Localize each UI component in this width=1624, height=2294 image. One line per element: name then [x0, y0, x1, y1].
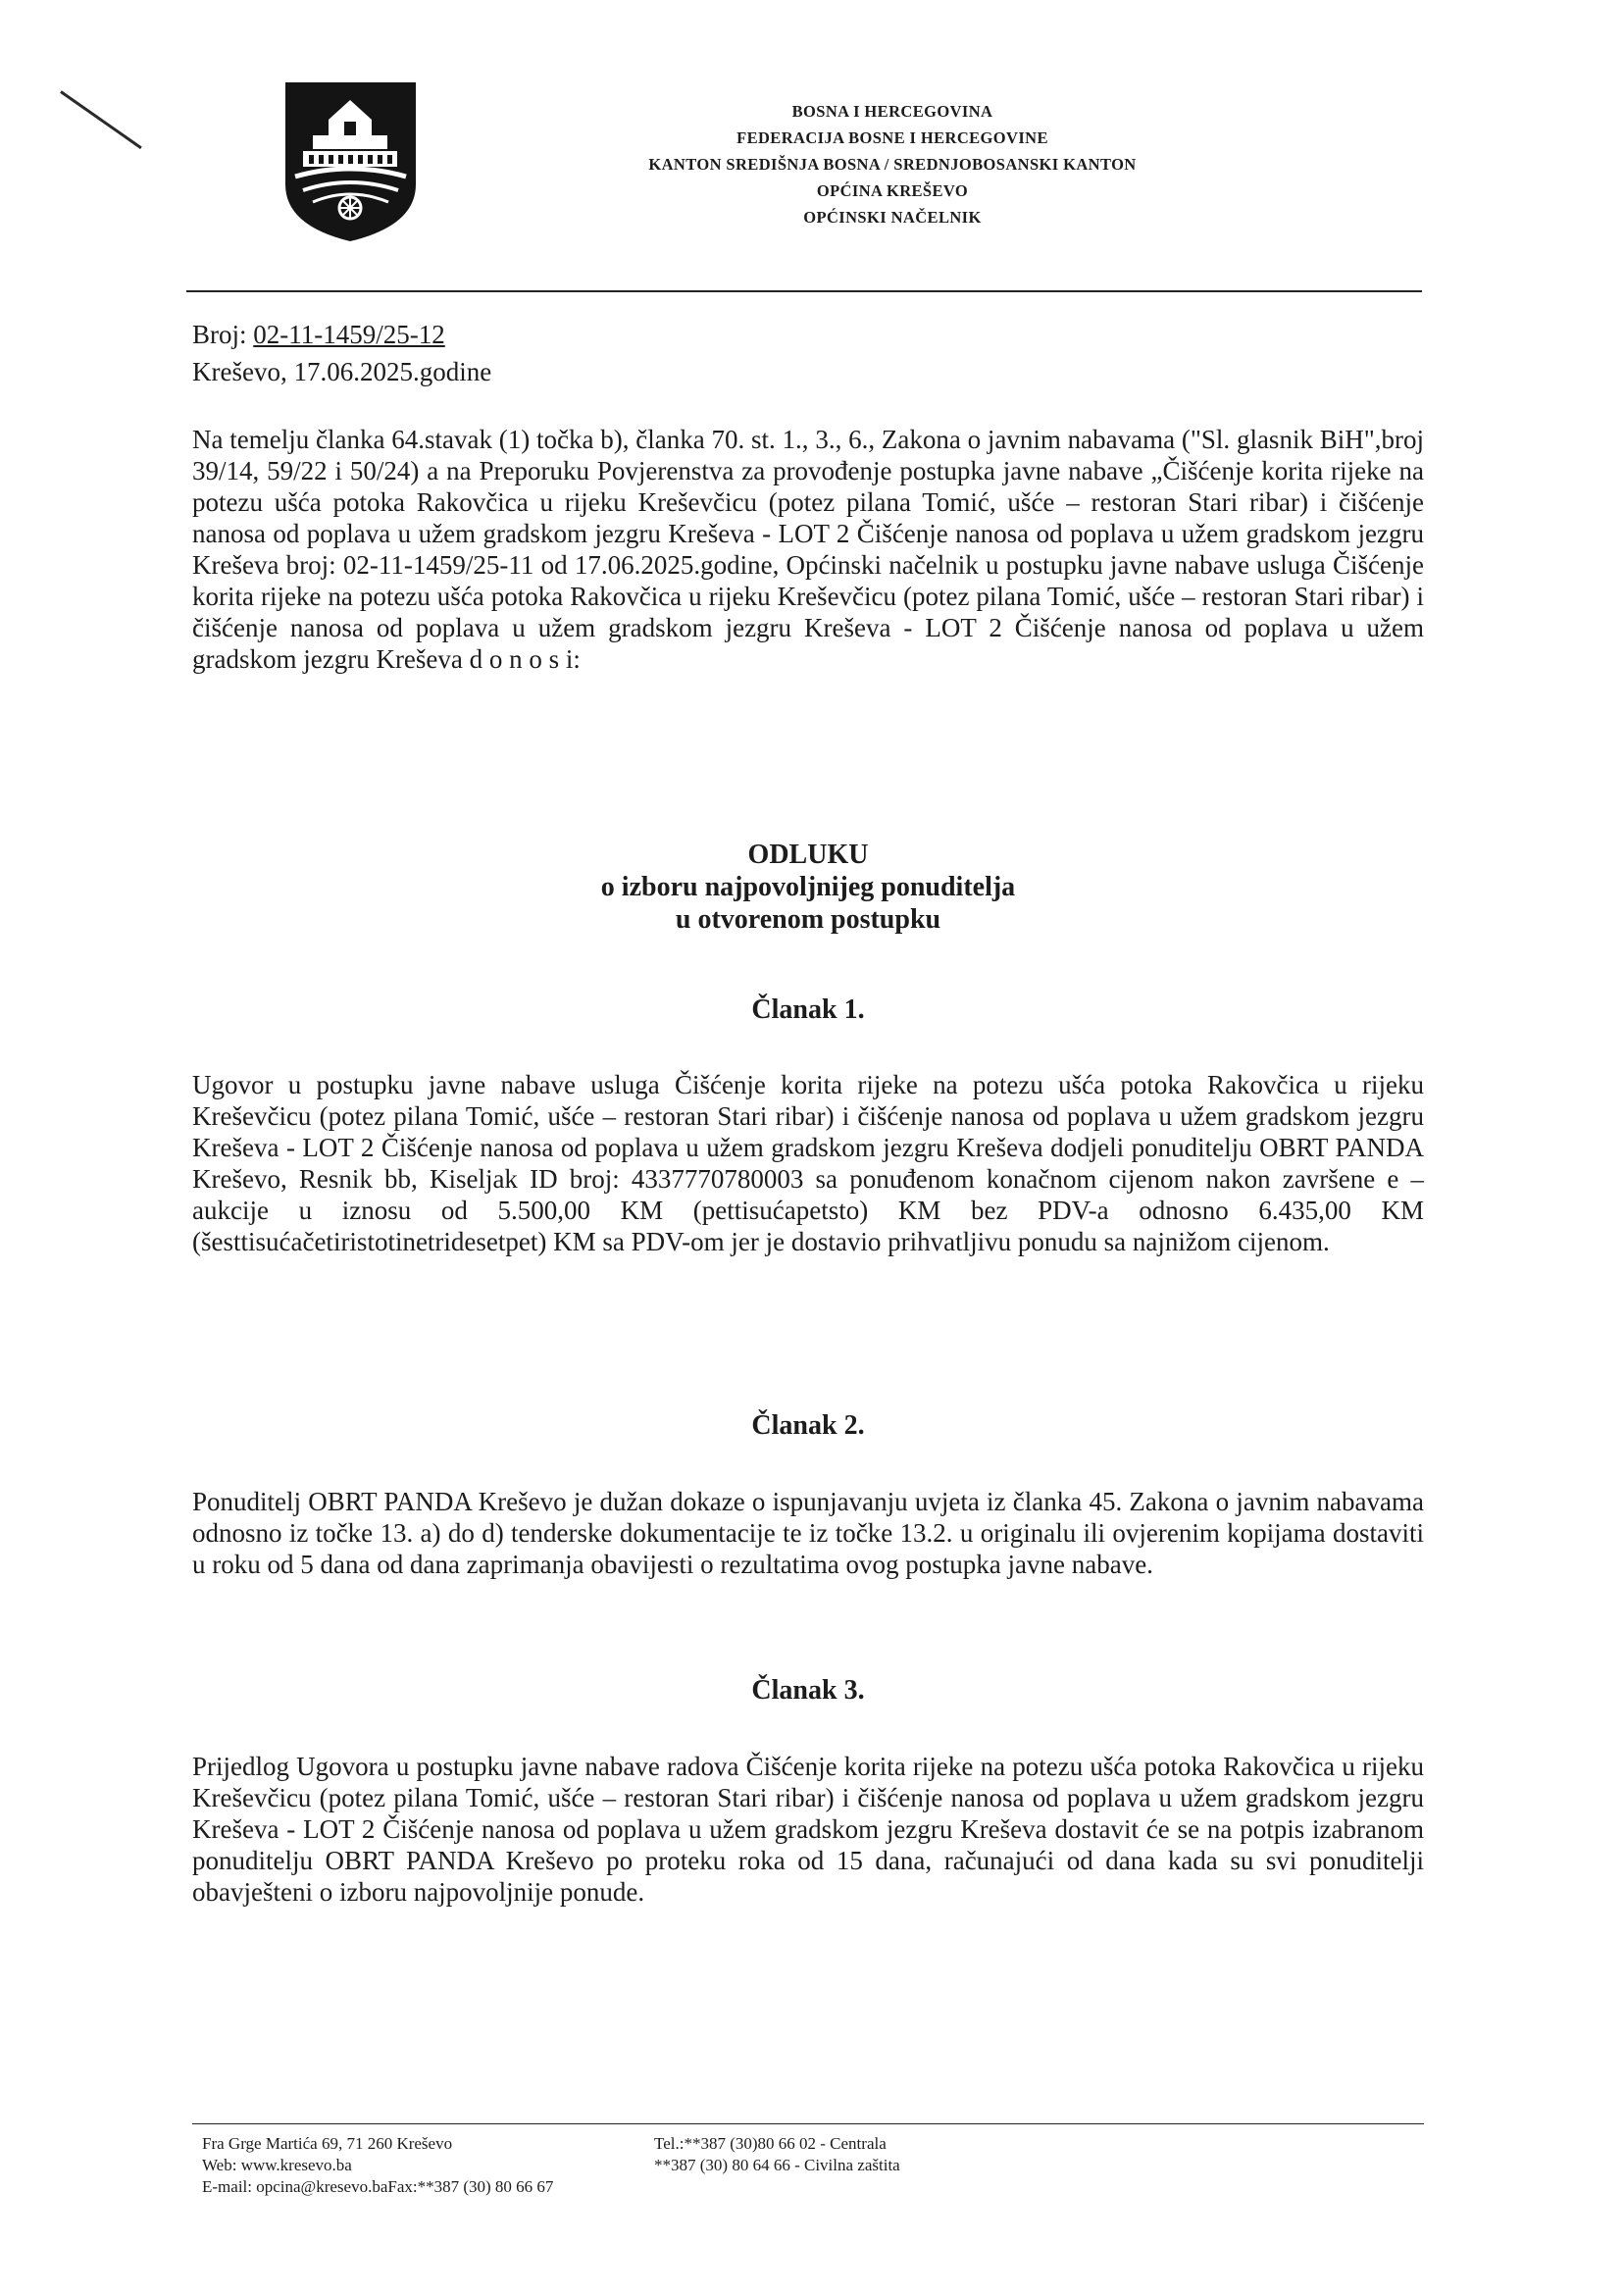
reference-number-line — [192, 316, 491, 353]
reference-number: 02-11-1459/25-12 — [253, 320, 445, 349]
article-1-heading: Članak 1. — [751, 994, 865, 1025]
footer-divider — [192, 2123, 1424, 2124]
municipal-coat-of-arms — [279, 78, 422, 245]
reference-number-label: Broj: — [192, 320, 247, 349]
header-divider — [186, 290, 1422, 292]
article-2-text: Ponuditelj OBRT PANDA Kreševo je dužan dokaze o ispunjavanju uvjeta iz članka 45. Zakona o javnim nabavama odnosno iz točke 13. a) do d) tenderske dokumentacije te iz točke 13.2. u originalu ili ovjerenim kopijama dostaviti u roku od 5 dana od dana zaprimanja obavijesti o rezultatima ovog postupka javne nabave. — [192, 1487, 1424, 1579]
article-2-heading: Članak 2. — [751, 1410, 865, 1441]
footer-phone-central: Tel.:**387 (30)80 66 02 - Centrala — [654, 2134, 887, 2153]
article-3-heading: Članak 3. — [751, 1675, 865, 1706]
footer-web: Web: www.kresevo.ba — [202, 2156, 352, 2174]
header-federation: FEDERACIJA BOSNE I HERCEGOVINE — [736, 128, 1048, 147]
decision-title-sub1: o izboru najpovoljnijeg ponuditelja — [600, 872, 1016, 902]
reference-block — [192, 316, 491, 390]
decision-title-sub2: u otvorenom postupku — [675, 904, 941, 935]
footer-email-fax: E-mail: opcina@kresevo.baFax:**387 (30) 80 66 67 — [202, 2177, 554, 2196]
header-country: BOSNA I HERCEGOVINA — [791, 102, 993, 121]
document-header — [549, 98, 1236, 230]
article-1-text: Ugovor u postupku javne nabave usluga Čišćenje korita rijeke na potezu ušća potoka Rakovčica u rijeku Kreševčicu (potez pilana Tomić, ušće – restoran Stari ribar) i čišćenje nanosa od poplava u užem gradskom jezgru Kreševa - LOT 2 Čišćenje nanosa od poplava u užem gradskom jezgru Kreševa dodjeli ponuditelju OBRT PANDA Kreševo, Resnik bb, Kiseljak ID broj: 4337770780003 sa ponuđenom konačnom cijenom nakon završene e – aukcije u iznosu od 5.500,00 KM (pettisućapetsto) KM bez PDV-a odnosno 6.435,00 KM (šesttisućačetiristotinetridesetpet) KM sa PDV-om jer je dostavio prihvatljivu ponudu sa najnižom cijenom. — [192, 1070, 1424, 1256]
reference-place-date: Kreševo, 17.06.2025.godine — [192, 357, 492, 386]
decision-title-main: ODLUKU — [747, 840, 869, 870]
header-office: OPĆINSKI NAČELNIK — [803, 208, 982, 227]
intro-paragraph: Na temelju članka 64.stavak (1) točka b), članka 70. st. 1., 3., 6., Zakona o javnim nabavama ("Sl. glasnik BiH",broj 39/14, 59/22 i 50/24) a na Preporuku Povjerenstva za provođenje postupka javne nabave „Čišćenje korita rijeke na potezu ušća potoka Rakovčica u rijeku Kreševčicu (potez pilana Tomić, ušće – restoran Stari ribar) i čišćenje nanosa od poplava u užem gradskom jezgru Kreševa - LOT 2 Čišćenje nanosa od poplava u užem gradskom jezgru Kreševa broj: 02-11-1459/25-11 od 17.06.2025.godine, Općinski načelnik u postupku javne nabave usluga Čišćenje korita rijeke na potezu ušća potoka Rakovčica u rijeku Kreševčicu (potez pilana Tomić, ušće – restoran Stari ribar) i čišćenje nanosa od poplava u užem gradskom jezgru Kreševa - LOT 2 Čišćenje nanosa od poplava u užem gradskom jezgru Kreševa d o n o s i: — [192, 425, 1424, 674]
footer-phone-civil-protection: **387 (30) 80 64 66 - Civilna zaštita — [654, 2156, 900, 2174]
article-3-text: Prijedlog Ugovora u postupku javne nabave radova Čišćenje korita rijeke na potezu ušća potoka Rakovčica u rijeku Kreševčicu (potez pilana Tomić, ušće – restoran Stari ribar) i čišćenje nanosa od poplava u užem gradskom jezgru Kreševa - LOT 2 Čišćenje nanosa od poplava u užem gradskom jezgru Kreševa dostavit će se na potpis izabranom ponuditelju OBRT PANDA Kreševo po proteku roka od 15 dana, računajući od dana kada su svi ponuditelji obavješteni o izboru najpovoljnije ponude. — [192, 1752, 1424, 1907]
scan-mark — [60, 90, 142, 149]
footer-contact-left — [202, 2133, 553, 2198]
header-municipality: OPĆINA KREŠEVO — [816, 181, 969, 200]
header-canton: KANTON SREDIŠNJA BOSNA / SREDNJOBOSANSKI KANTON — [648, 155, 1137, 174]
decision-title — [192, 839, 1424, 936]
footer-address: Fra Grge Martića 69, 71 260 Kreševo — [202, 2134, 453, 2153]
footer-contact-right — [654, 2133, 900, 2176]
